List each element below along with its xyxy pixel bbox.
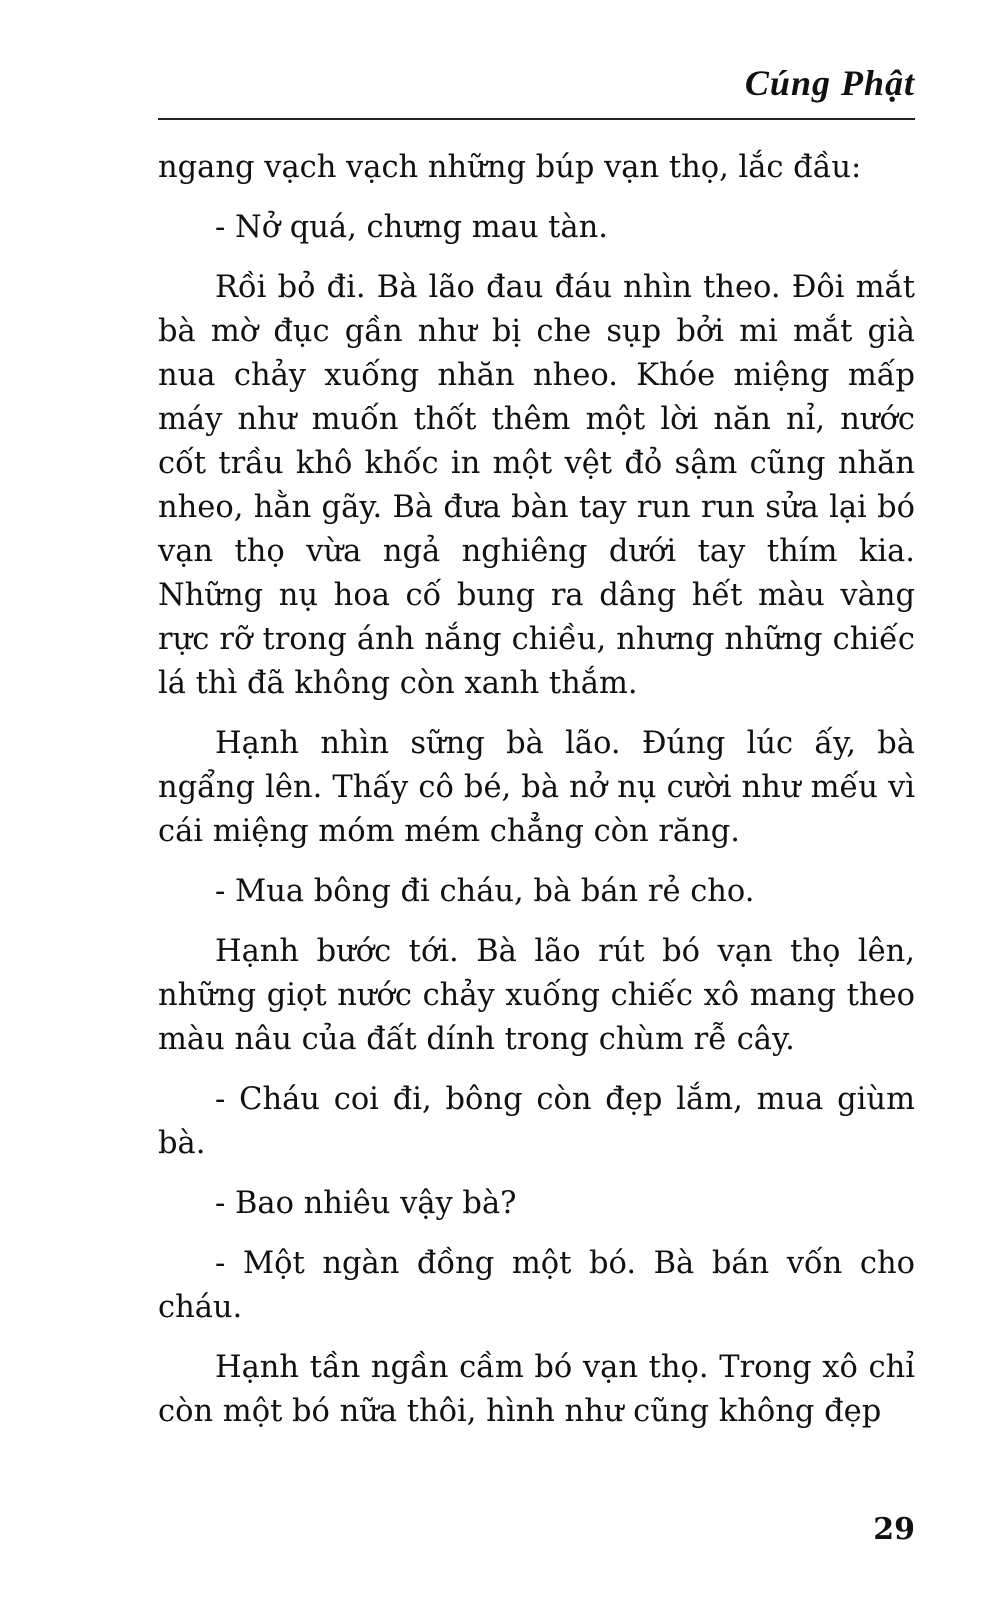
- paragraph: Hạnh tần ngần cầm bó vạn thọ. Trong xô chỉ còn một bó nữa thôi, hình như cũng không đẹp: [158, 1350, 915, 1429]
- paragraph: Hạnh nhìn sững bà lão. Đúng lúc ấy, bà ngẩng lên. Thấy cô bé, bà nở nụ cười như mếu vì cái miệng móm mém chẳng còn răng.: [158, 726, 915, 849]
- header-divider: [158, 118, 915, 120]
- paragraph: Hạnh bước tới. Bà lão rút bó vạn thọ lên, những giọt nước chảy xuống chiếc xô mang theo màu nâu của đất dính trong chùm rễ cây.: [158, 934, 915, 1057]
- body-text: [158, 146, 915, 1450]
- paragraph: - Cháu coi đi, bông còn đẹp lắm, mua giùm bà.: [158, 1082, 915, 1161]
- paragraph: - Một ngàn đồng một bó. Bà bán vốn cho cháu.: [158, 1246, 915, 1325]
- paragraph: - Bao nhiêu vậy bà?: [215, 1186, 517, 1221]
- running-title: Cúng Phật: [744, 63, 915, 103]
- paragraph: ngang vạch vạch những búp vạn thọ, lắc đầu:: [158, 150, 862, 185]
- paragraph: Rồi bỏ đi. Bà lão đau đáu nhìn theo. Đôi mắt bà mờ đục gần như bị che sụp bởi mi mắt già nua chảy xuống nhăn nheo. Khóe miệng mấp máy như muốn thốt thêm một lời năn nỉ, nước cốt trầu khô khốc in một vệt đỏ sậm cũng nhăn nheo, hằn gãy. Bà đưa bàn tay run run sửa lại bó vạn thọ vừa ngả nghiêng dưới tay thím kia. Những nụ hoa cố bung ra dâng hết màu vàng rực rỡ trong ánh nắng chiều, nhưng những chiếc lá thì đã không còn xanh thắm.: [158, 270, 915, 701]
- paragraph: - Nở quá, chưng mau tàn.: [215, 210, 608, 245]
- page-number: 29: [873, 1512, 915, 1547]
- paragraph: - Mua bông đi cháu, bà bán rẻ cho.: [215, 874, 755, 909]
